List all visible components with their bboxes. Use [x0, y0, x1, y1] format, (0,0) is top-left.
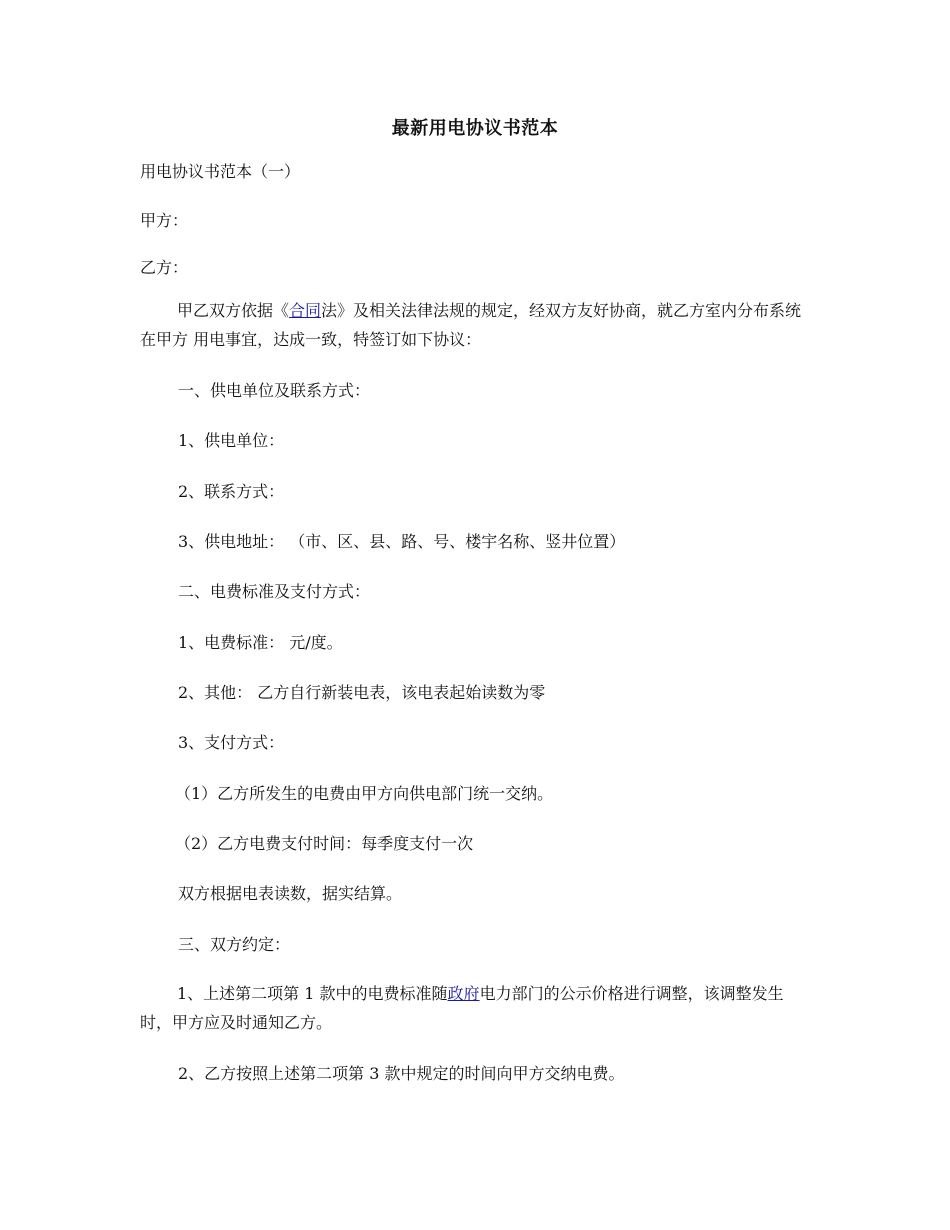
section-2-item-3: 3、支付方式： [178, 733, 285, 752]
section-1-item-2: 2、联系方式： [178, 482, 285, 501]
section-2-heading: 二、电费标准及支付方式： [178, 582, 371, 601]
section-1-item-3: 3、供电地址： （市、区、县、路、号、楼宇名称、竖井位置） [178, 532, 626, 551]
section-2-sub-item-1: （1）乙方所发生的电费由甲方向供电部门统一交纳。 [175, 784, 554, 803]
document-title: 最新用电协议书范本 [391, 118, 559, 139]
intro-text-pre: 甲乙双方依据《 [177, 301, 290, 320]
contract-law-link[interactable]: 合同 [289, 301, 322, 320]
section-3-item-2: 2、乙方按照上述第二项第 3 款中规定的时间向甲方交纳电费。 [178, 1064, 625, 1083]
section-2-sub-item-2: （2）乙方电费支付时间：每季度支付一次 [175, 834, 474, 853]
party-b-label: 乙方： [140, 258, 189, 277]
document-subtitle: 用电协议书范本（一） [140, 162, 301, 181]
intro-text-post: 法》及相关法律法规的规定，经双方友好协商，就乙方室内分布系统在甲方 用电事宜，达成一致，特签订如下协议： [140, 301, 802, 349]
section-3-item-1 [140, 979, 812, 1037]
government-link[interactable]: 政府 [447, 984, 480, 1003]
section-1-heading: 一、供电单位及联系方式： [178, 381, 371, 400]
section-2-item-1: 1、电费标准： 元/度。 [178, 633, 343, 652]
intro-paragraph [140, 296, 812, 354]
section-2-note: 双方根据电表读数，据实结算。 [178, 884, 403, 903]
section-3-item-1-pre: 1、上述第二项第 1 款中的电费标准随 [177, 984, 448, 1003]
section-1-item-1: 1、供电单位： [178, 431, 285, 450]
section-2-item-2: 2、其他： 乙方自行新装电表，该电表起始读数为零 [178, 683, 546, 702]
party-a-label: 甲方： [140, 211, 189, 230]
section-3-heading: 三、双方约定： [178, 935, 291, 954]
section-3-item-1-post: 电力部门的公示价格进行调整，该调整发生时，甲方应及时通知乙方。 [140, 984, 784, 1032]
